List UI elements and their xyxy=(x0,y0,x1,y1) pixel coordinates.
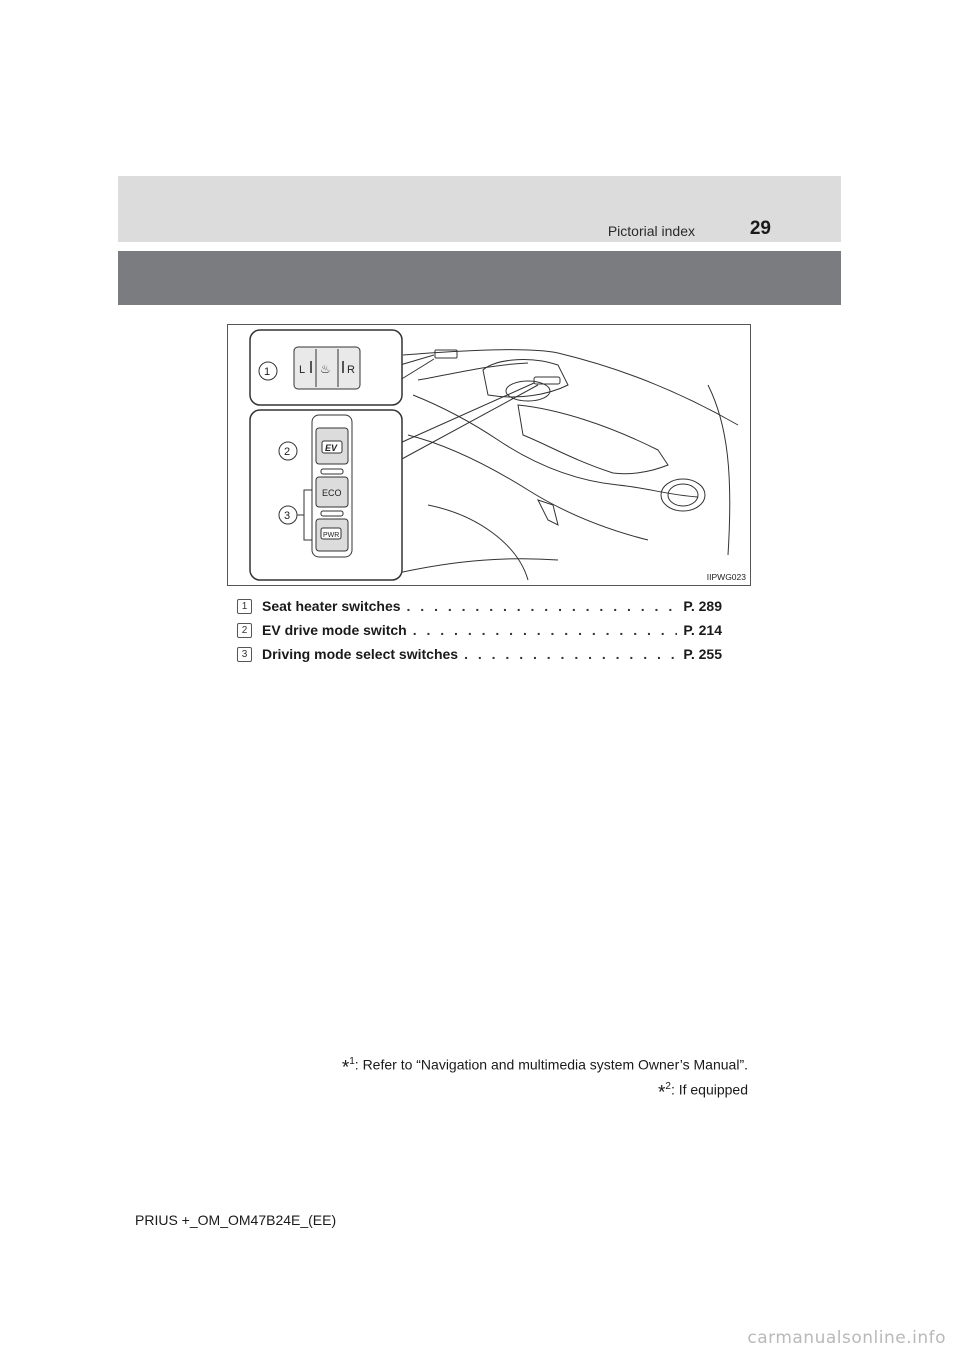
switch-label-right: R xyxy=(347,364,355,376)
figure-code: IIPWG023 xyxy=(706,572,746,582)
footnote-2 xyxy=(658,1081,748,1105)
header-band xyxy=(118,176,841,242)
page-reference[interactable]: P. 214 xyxy=(683,622,722,638)
ev-label: EV xyxy=(325,443,338,453)
console-illustration xyxy=(227,324,751,586)
leader-line xyxy=(400,385,538,460)
console-drawing xyxy=(228,325,750,585)
footnote-text: : If equipped xyxy=(670,1081,748,1098)
console-line xyxy=(418,363,528,380)
indicator-right xyxy=(342,361,344,373)
item-number: 3 xyxy=(237,647,252,662)
console-line xyxy=(413,395,698,497)
dot-leader xyxy=(407,598,678,614)
item-label: Driving mode select switches xyxy=(262,646,459,662)
ev-indicator xyxy=(321,469,343,474)
leader-line xyxy=(400,359,434,380)
section-band xyxy=(118,251,841,305)
footnote-marker: * xyxy=(657,1082,666,1104)
leader-line xyxy=(400,383,534,443)
footnote-number: 1 xyxy=(349,1056,355,1067)
item-list xyxy=(237,594,722,666)
footnote-text: : Refer to “Navigation and multimedia system Owner’s Manual”. xyxy=(354,1056,748,1073)
callout-2: 2 xyxy=(284,446,291,458)
footnote-1 xyxy=(342,1056,748,1080)
indicator-left xyxy=(310,361,312,373)
eco-indicator xyxy=(321,511,343,516)
pwr-label: PWR xyxy=(323,532,340,539)
dot-leader xyxy=(464,646,677,662)
dot-leader xyxy=(413,622,678,638)
seat-heater-icon: ♨ xyxy=(320,362,331,376)
item-label: Seat heater switches xyxy=(262,598,401,614)
watermark: carmanualsonline.info xyxy=(747,1328,946,1348)
footnote-marker: * xyxy=(341,1057,350,1079)
leader-line xyxy=(400,355,434,365)
switch-label-left: L xyxy=(299,364,306,376)
page-reference[interactable]: P. 289 xyxy=(683,598,722,614)
list-item[interactable] xyxy=(237,618,722,642)
item-label: EV drive mode switch xyxy=(262,622,407,638)
eco-label: ECO xyxy=(322,488,342,498)
switch-panel-small xyxy=(534,377,560,384)
callout-1: 1 xyxy=(264,366,271,378)
console-line xyxy=(428,505,528,580)
footnote-number: 2 xyxy=(665,1081,671,1092)
console-line xyxy=(408,435,648,540)
item-number: 2 xyxy=(237,623,252,638)
section-title: Pictorial index xyxy=(607,223,695,239)
list-item[interactable] xyxy=(237,642,722,666)
console-detail xyxy=(538,500,558,525)
list-item[interactable] xyxy=(237,594,722,618)
document-id: PRIUS +_OM_OM47B24E_(EE) xyxy=(135,1212,337,1228)
item-number: 1 xyxy=(237,599,252,614)
page-reference[interactable]: P. 255 xyxy=(683,646,722,662)
page-number: 29 xyxy=(749,218,771,239)
callout-3: 3 xyxy=(284,510,291,522)
